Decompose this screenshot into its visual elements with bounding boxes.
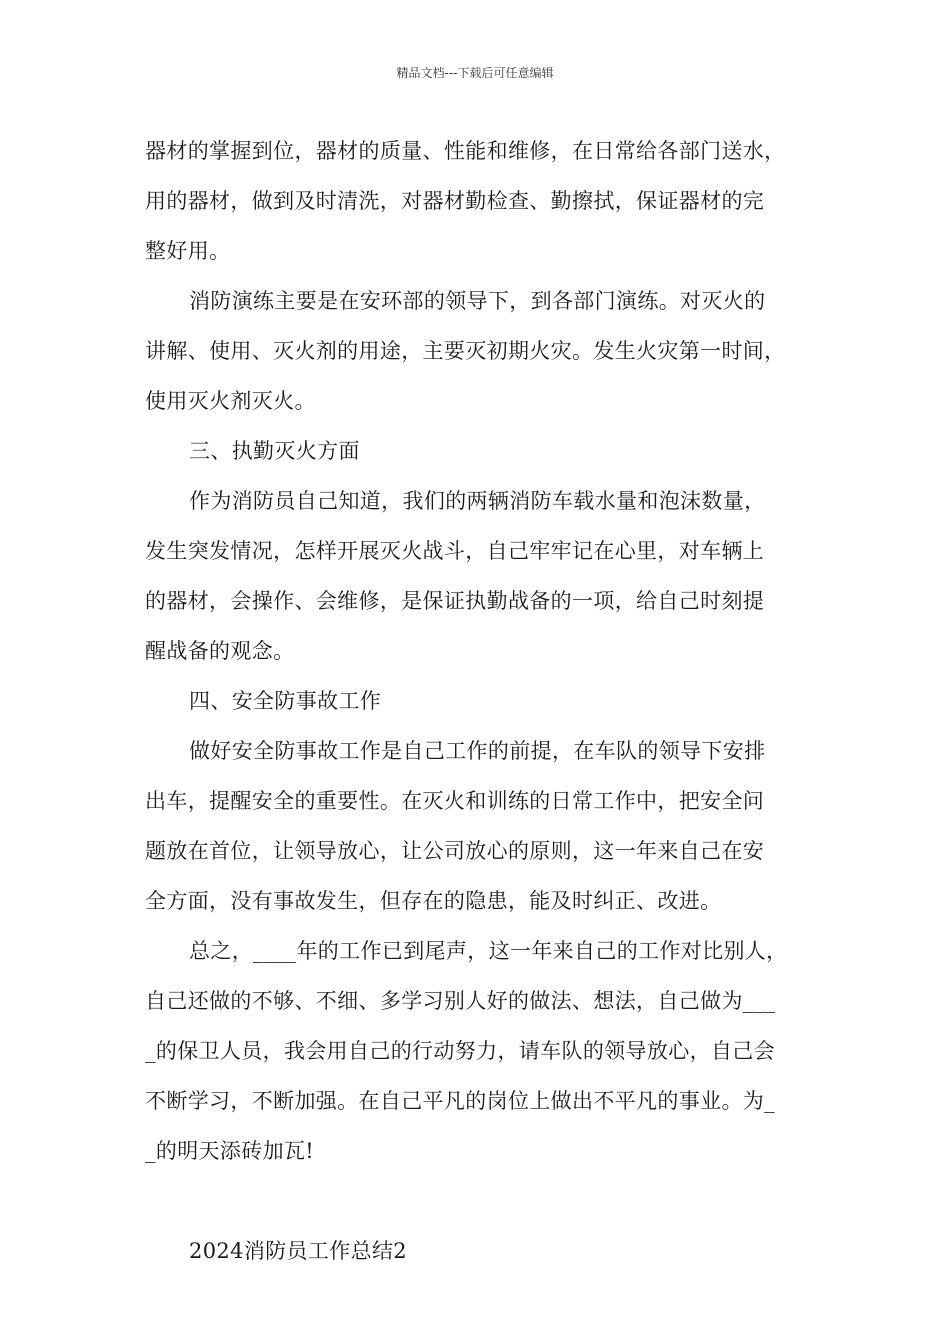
paragraph-start-line: 总之，____年的工作已到尾声，这一年来自己的工作对比别人，: [189, 939, 788, 963]
text-line: 的器材，会操作、会维修，是保证执勤战备的一项，给自己时刻提: [145, 589, 765, 613]
text-line: 醒战备的观念。: [145, 639, 295, 663]
text-line: 自己还做的不够、不细、多学习别人好的做法、想法，自己做为___: [145, 989, 776, 1013]
text-line: 发生突发情况，怎样开展灭火战斗，自己牢牢记在心里，对车辆上: [145, 539, 765, 563]
text-line: 讲解、使用、灭火剂的用途，主要灭初期火灾。发生火灾第一时间，: [145, 339, 786, 363]
paragraph-start-line: 作为消防员自己知道，我们的两辆消防车载水量和泡沫数量，: [189, 489, 766, 513]
text-line: 使用灭火剂灭火。: [145, 389, 316, 413]
text-line: 出车，提醒安全的重要性。在灭火和训练的日常工作中，把安全问: [145, 789, 765, 813]
spacer: [145, 1176, 835, 1226]
section-heading-3: 三、执勤灭火方面: [189, 439, 360, 463]
text-line: 器材的掌握到位，器材的质量、性能和维修，在日常给各部门送水，: [145, 139, 786, 163]
document-body: [145, 126, 835, 1276]
text-line: 用的器材，做到及时清洗，对器材勤检查、勤擦拭，保证器材的完: [145, 189, 765, 213]
paragraph-start-line: 做好安全防事故工作是自己工作的前提，在车队的领导下安排: [189, 739, 766, 763]
paragraph-start-line: 消防演练主要是在安环部的领导下，到各部门演练。对灭火的: [189, 289, 766, 313]
text-line: _的明天添砖加瓦!: [145, 1139, 315, 1163]
text-line: _的保卫人员，我会用自己的行动努力，请车队的领导放心，自己会: [145, 1039, 775, 1063]
document-subtitle: 2024消防员工作总结2: [189, 1239, 408, 1263]
text-line: 题放在首位，让领导放心，让公司放心的原则，这一年来自己在安: [145, 839, 765, 863]
text-line: 全方面，没有事故发生，但存在的隐患，能及时纠正、改进。: [145, 889, 722, 913]
text-line: 不断学习，不断加强。在自己平凡的岗位上做出不平凡的事业。为_: [145, 1089, 775, 1113]
page-header: 精品文档---下载后可任意编辑: [396, 66, 554, 80]
text-line: 整好用。: [145, 239, 231, 263]
section-heading-4: 四、安全防事故工作: [189, 689, 382, 713]
